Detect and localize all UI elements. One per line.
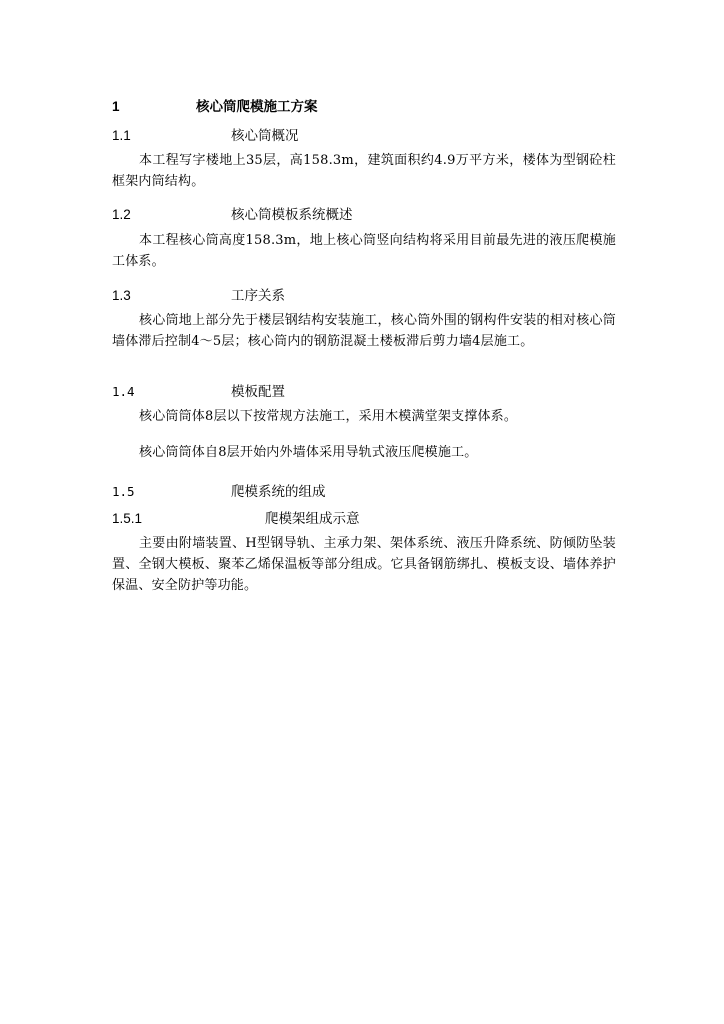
heading-number: 1.1 — [112, 128, 131, 143]
heading-number: 1.2 — [112, 207, 131, 222]
heading-title: 爬模架组成示意 — [265, 511, 360, 527]
paragraph-1-4-a: 核心筒筒体8层以下按常规方法施工，采用木模满堂架支撑体系。 — [139, 409, 518, 424]
paragraph-1-3: 核心筒地上部分先于楼层钢结构安装施工，核心筒外围的钢构件安装的相对核心筒墙体滞后控制4～5层；核心筒内的钢筋混凝土楼板滞后剪力墙4层施工。 — [112, 313, 616, 349]
heading-title: 核心筒概况 — [231, 128, 299, 144]
heading-number: 1.5.1 — [112, 511, 143, 526]
heading-number: 1.5 — [112, 484, 135, 499]
heading-title: 核心筒模板系统概述 — [231, 207, 353, 223]
heading-number: 1.3 — [112, 288, 131, 303]
heading-title: 核心筒爬模施工方案 — [196, 99, 318, 115]
paragraph-1-2: 本工程核心筒高度158.3m，地上核心筒竖向结构将采用目前最先进的液压爬模施工体系。 — [112, 233, 616, 269]
paragraph-1-1: 本工程写字楼地上35层，高158.3m，建筑面积约4.9万平方米，楼体为型钢砼柱框架内筒结构。 — [112, 153, 616, 189]
heading-title: 工序关系 — [231, 288, 285, 304]
heading-number: 1 — [112, 99, 120, 114]
heading-title: 模板配置 — [231, 384, 285, 400]
heading-title: 爬模系统的组成 — [231, 484, 326, 500]
heading-number: 1.4 — [112, 384, 135, 399]
paragraph-1-4-b: 核心筒筒体自8层开始内外墙体采用导轨式液压爬模施工。 — [139, 445, 478, 460]
paragraph-1-5-1: 主要由附墙装置、H型钢导轨、主承力架、架体系统、液压升降系统、防倾防坠装置、全钢大模板、聚苯乙烯保温板等部分组成。它具备钢筋绑扎、模板支设、墙体养护保温、安全防护等功能。 — [112, 536, 616, 593]
